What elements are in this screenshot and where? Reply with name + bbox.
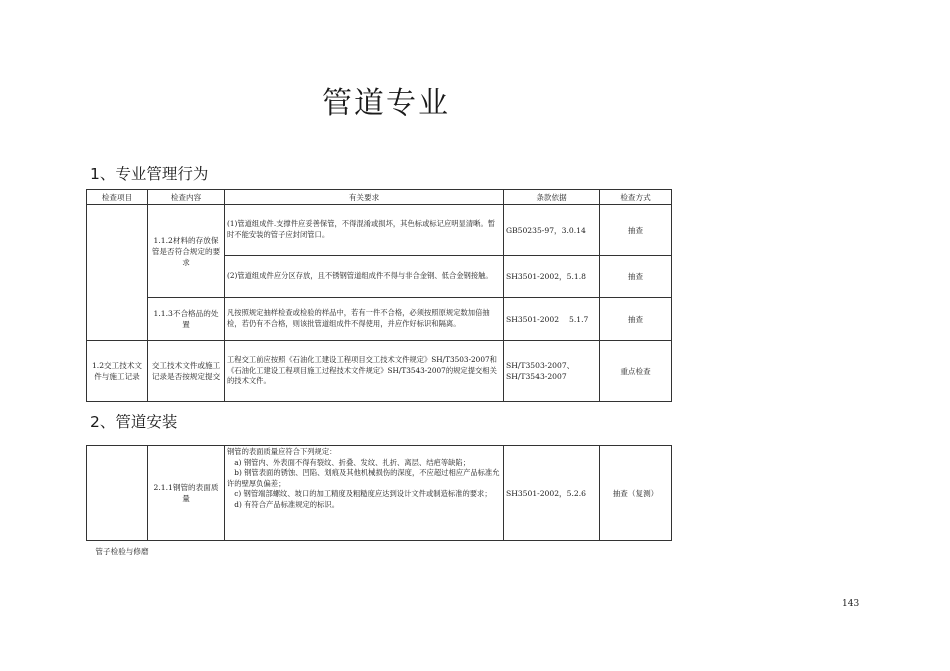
check-item-cell [87,205,148,341]
check-content-cell: 交工技术文件或施工记录是否按规定提交 [148,341,225,402]
section-heading-management: 1、专业管理行为 [90,165,209,183]
table-row [87,205,672,256]
requirement-cell: 工程交工前应按照《石油化工建设工程项目交工技术文件规定》SH/T3503-2007和《石油化工建设工程项目施工过程技术文件规定》SH/T3543-2007的规定提交相关的技术文件。 [225,341,504,402]
requirement-cell: 钢管的表面质量应符合下列规定： a) 钢管内、外表面不得有裂纹、折叠、发纹、扎折、离层、结疤等缺陷； b) 钢管表面的锈蚀、凹陷、划痕及其他机械损伤的深度，不应超过相应产品标准允许的壁厚负偏差； c) 钢管端部螺纹、坡口的加工精度及粗糙度应达到设计文件或制造标准的要求； d) 有符合产品标准规定的标识。 [225,446,504,541]
check-item-cell [87,446,148,541]
page-number: 143 [842,599,860,609]
header-check-item: 检查项目 [87,190,148,205]
header-clause-basis: 条款依据 [504,190,600,205]
requirement-cell: 凡按照规定抽样检查或检验的样品中，若有一件不合格，必须按照原规定数加倍抽检，若仍有不合格，则该批管道组成件不得使用，并应作好标识和隔离。 [225,298,504,341]
check-method-cell: 抽查 [600,205,672,256]
table-row [87,298,672,341]
clause-basis-cell: SH3501-2002，5.1.8 [504,256,600,298]
check-content-cell: 1.1.3不合格品的处置 [148,298,225,341]
check-method-cell: 抽查 [600,256,672,298]
check-item-label-pipe-inspection: 管子检验与修磨 [95,547,149,556]
check-method-cell: 重点检查 [600,341,672,402]
requirement-cell: (2)管道组成件应分区存放，且不锈钢管道组成件不得与非合金钢、低合金钢接触。 [225,256,504,298]
clause-basis-cell: SH3501-2002，5.2.6 [504,446,600,541]
inspection-table-installation [86,445,672,541]
check-method-cell: 抽查（复测） [600,446,672,541]
check-method-cell: 抽查 [600,298,672,341]
inspection-table-management [86,189,672,402]
table-header-row [87,190,672,205]
table-row [87,341,672,402]
check-content-cell: 1.1.2材料的存放保管是否符合规定的要求 [148,205,225,298]
clause-basis-cell: SH3501-2002 5.1.7 [504,298,600,341]
header-check-content: 检查内容 [148,190,225,205]
check-item-cell: 1.2交工技术文件与施工记录 [87,341,148,402]
header-requirements: 有关要求 [225,190,504,205]
clause-basis-cell: GB50235-97，3.0.14 [504,205,600,256]
check-content-cell: 2.1.1钢管的表面质量 [148,446,225,541]
clause-basis-cell: SH/T3503-2007、 SH/T3543-2007 [504,341,600,402]
table-row [87,446,672,541]
requirement-cell: (1)管道组成件.支撑件应妥善保管，不得混淆或损坏，其色标或标记应明显清晰。暂时不能安装的管子应封闭管口。 [225,205,504,256]
page-title: 管道专业 [322,86,450,121]
header-check-method: 检查方式 [600,190,672,205]
section-heading-pipe-installation: 2、管道安装 [90,413,178,431]
